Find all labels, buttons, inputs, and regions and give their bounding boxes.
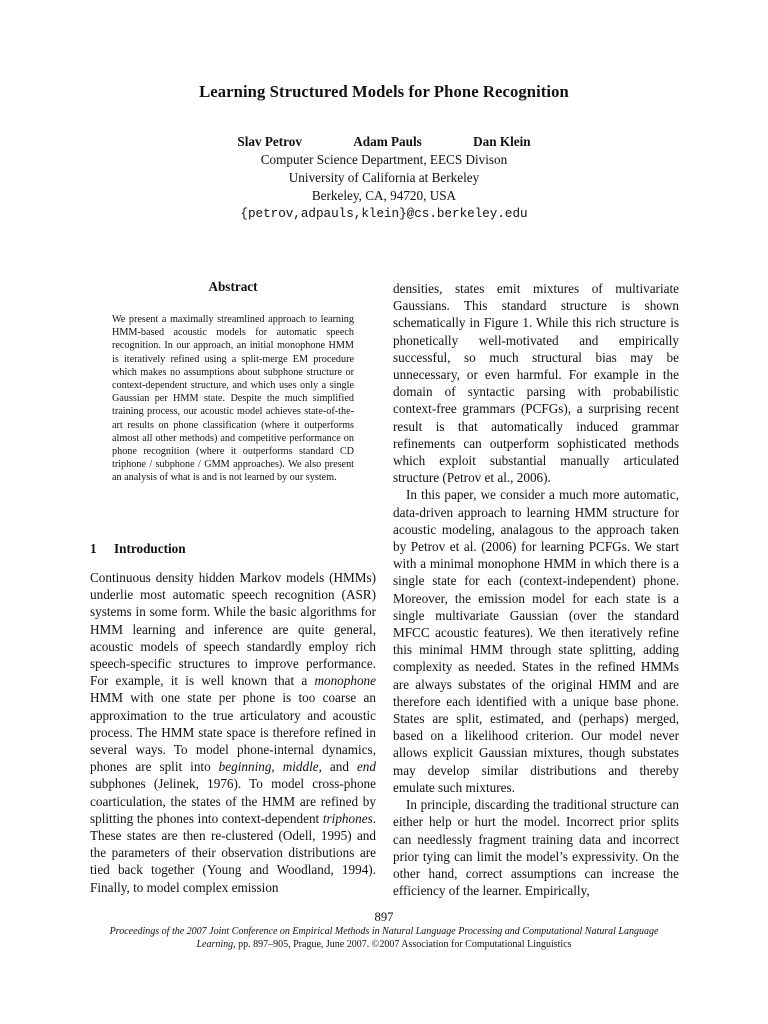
paragraph: In this paper, we consider a much more automatic, data-driven approach to learning HMM structure for acoustic modeling, analagous to the approach taken by Petrov et al. (2006) for learning PCFGs. We start with a minimal monophone HMM in which there is a single state for each (context-independent) phone. Moreover, the emission model for each state is a single multivariate Gaussian (over the standard MFCC acoustic features). We then iteratively refine this minimal HMM through state splitting, adding complexity as needed. States in the refined HMMs are always substates of the original HMM and are therefore each identified with a unique base phone. States are split, estimated, and (perhaps) merged, based on a likelihood criterion. Our model never allows explicit Gaussian mixtures, though substates may develop similar distributions and thereby emulate such mixtures. xyxy=(393,487,679,795)
venue-details: , pp. 897–905, Prague, June 2007. ©2007 Association for Computational Linguistics xyxy=(233,938,572,950)
right-column-body xyxy=(393,280,679,899)
proceedings-footer xyxy=(90,926,678,951)
page-number: 897 xyxy=(374,910,394,924)
section-number: 1 xyxy=(90,541,97,556)
paragraph: In principle, discarding the traditional structure can either help or hurt the model. Incorrect prior splits can needlessly fragment training data and incorrect prior tying can limit the model’s expressivity. On the other hand, correct assumptions can increase the efficiency of the learner. Empirically, xyxy=(393,797,679,899)
left-column-body xyxy=(90,569,376,896)
section-heading xyxy=(90,541,376,557)
affiliation-line: Computer Science Department, EECS Divison xyxy=(260,152,508,167)
affiliation-block xyxy=(0,151,768,223)
author-email: {petrov,adpauls,klein}@cs.berkeley.edu xyxy=(240,207,528,221)
author-list xyxy=(0,134,768,150)
affiliation-line: University of California at Berkeley xyxy=(288,170,480,185)
abstract-text: We present a maximally streamlined approach to learning HMM-based acoustic models for automatic speech recognition. In our approach, an initial monophone HMM is iteratively refined using a split-merge EM procedure which makes no assumptions about subphone structure or context-dependent structure, and which uses only a single Gaussian per HMM state. Despite the much simplified training process, our acoustic model achieves state-of-the-art results on phone classification (where it outperforms almost all other methods) and competitive performance on phone recognition (where it outperforms standard CD triphone / subphone / GMM approaches). We also present an analysis of what is and is not learned by our system. xyxy=(112,314,354,484)
section-title: Introduction xyxy=(114,541,186,556)
paragraph: densities, states emit mixtures of multivariate Gaussians. This standard structure is shown schematically in Figure 1. While this rich structure is phonetically well-motivated and empirically successful, so much structural bias may be unnecessary, or even harmful. For example in the domain of syntactic parsing with probabilistic context-free grammars (PCFGs), a surprising recent result is that automatically induced grammar refinements can outperform sophisticated methods which exploit substantial manually articulated structure (Petrov et al., 2006). xyxy=(393,281,679,486)
author-name: Adam Pauls xyxy=(353,134,422,149)
author-name: Slav Petrov xyxy=(237,134,302,149)
paper-title: Learning Structured Models for Phone Recognition xyxy=(199,82,569,101)
affiliation-line: Berkeley, CA, 94720, USA xyxy=(311,188,457,203)
abstract-heading: Abstract xyxy=(208,279,258,294)
paragraph: Continuous density hidden Markov models (HMMs) underlie most automatic speech recognition (ASR) systems in some form. While the basic algorithms for HMM learning and inference are quite general, acoustic models of speech standardly employ rich speech-specific structures to improve performance. For example, it is well known that a monophone HMM with one state per phone is too coarse an approximation to the true articulatory and acoustic process. The HMM state space is therefore refined in several ways. To model phone-internal dynamics, phones are split into beginning, middle, and end subphones (Jelinek, 1976). To model cross-phone coarticulation, the states of the HMM are refined by splitting the phones into context-dependent triphones. These states are then re-clustered (Odell, 1995) and the parameters of their observation distributions are tied back together (Young and Woodland, 1994). Finally, to model complex emission xyxy=(90,570,376,895)
venue-name: Proceedings of the 2007 Joint Conference on Empirical Methods in Natural Language Processing and Computational Natural Language Learning xyxy=(109,926,659,950)
author-name: Dan Klein xyxy=(473,134,531,149)
